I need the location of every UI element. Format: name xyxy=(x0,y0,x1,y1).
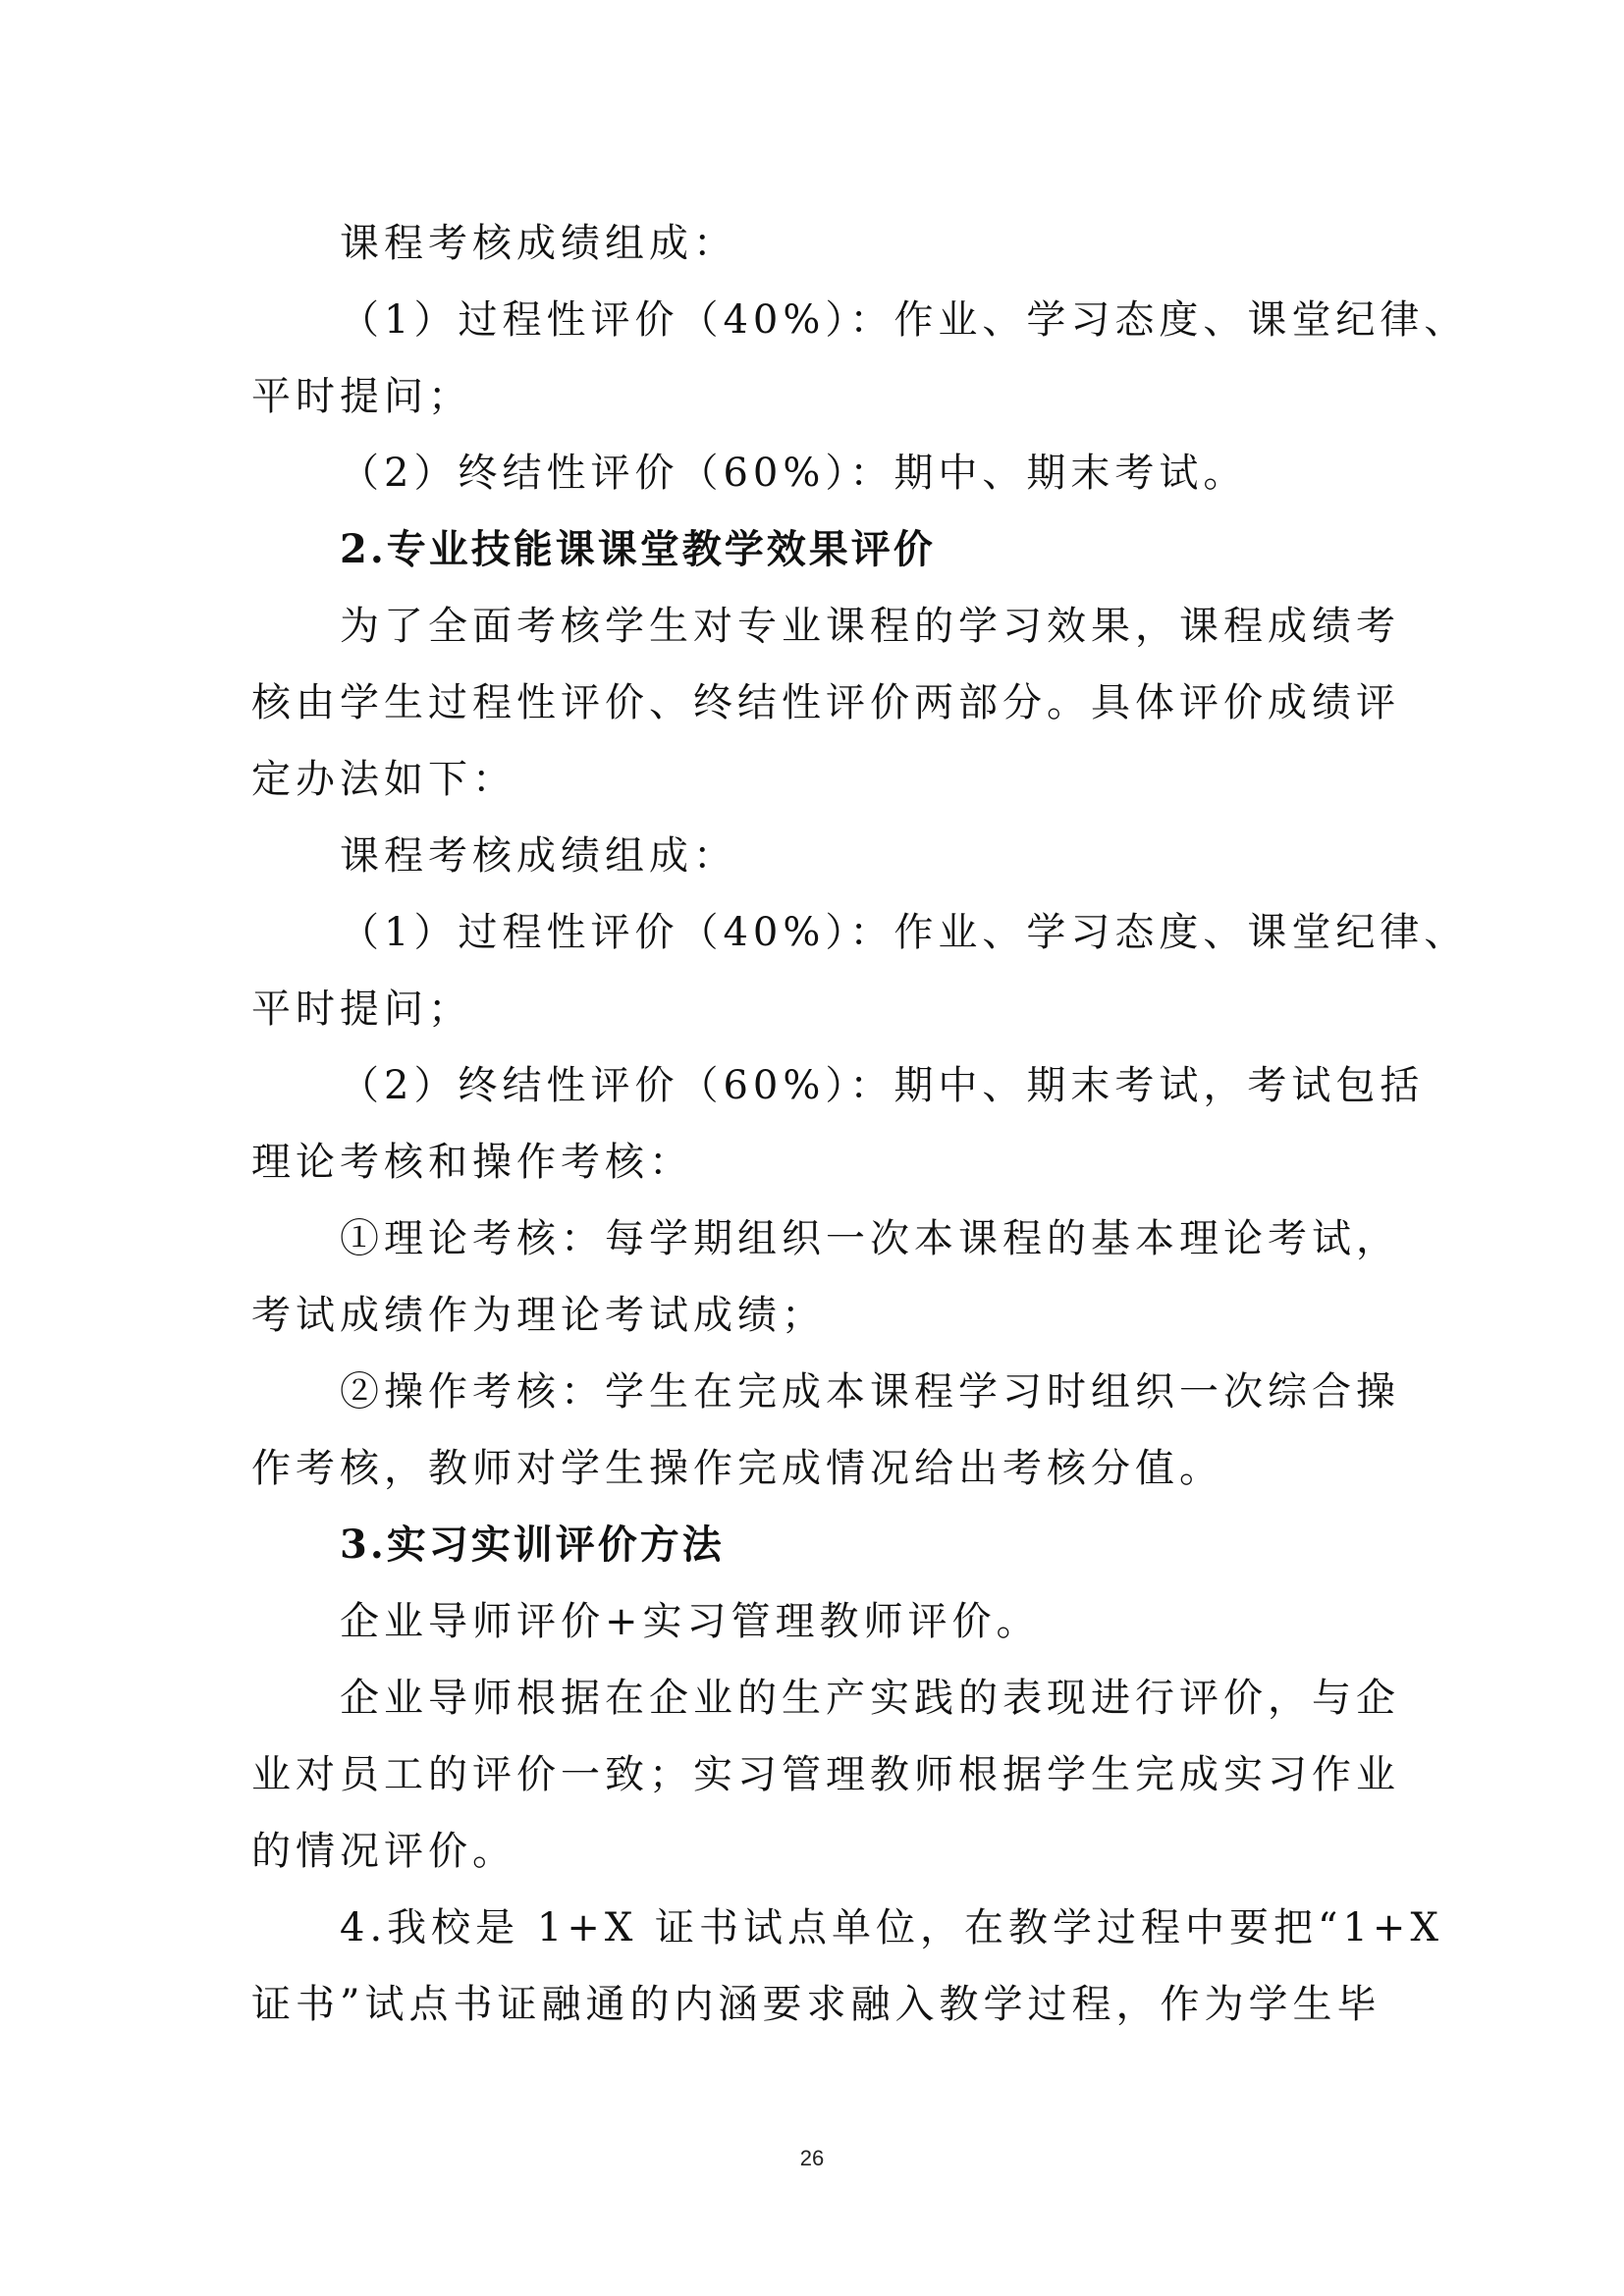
text-line: 的情况评价。 xyxy=(251,1829,516,1874)
section-heading: 2.专业技能课课堂教学效果评价 xyxy=(340,526,936,572)
text-line: （1）过程性评价（40%）：作业、学习态度、课堂纪律、 xyxy=(340,910,1469,955)
text-line: 企业导师评价+实习管理教师评价。 xyxy=(340,1599,1041,1644)
text-line: 理论考核和操作考核： xyxy=(251,1140,693,1185)
text-line: ②操作考核：学生在完成本课程学习时组织一次综合操 xyxy=(340,1369,1400,1415)
text-line: 作考核，教师对学生操作完成情况给出考核分值。 xyxy=(251,1446,1223,1491)
text-line: 证书”试点书证融通的内涵要求融入教学过程，作为学生毕 xyxy=(251,1982,1381,2027)
text-line: 定办法如下： xyxy=(251,757,516,802)
page-number: 26 xyxy=(799,2146,825,2170)
text-line: 考试成绩作为理论考试成绩； xyxy=(251,1293,826,1338)
section-heading: 3.实习实训评价方法 xyxy=(340,1522,725,1568)
text-line: （2）终结性评价（60%）：期中、期末考试，考试包括 xyxy=(340,1063,1425,1108)
text-line: 课程考核成绩组成： xyxy=(340,833,737,879)
text-line: 平时提问； xyxy=(251,374,472,419)
text-line: 业对员工的评价一致；实习管理教师根据学生完成实习作业 xyxy=(251,1752,1400,1797)
text-line: 核由学生过程性评价、终结性评价两部分。具体评价成绩评 xyxy=(251,680,1400,725)
text-line: （2）终结性评价（60%）：期中、期末考试。 xyxy=(340,451,1248,496)
text-line: 为了全面考核学生对专业课程的学习效果，课程成绩考 xyxy=(340,604,1400,649)
text-line: 企业导师根据在企业的生产实践的表现进行评价，与企 xyxy=(340,1676,1400,1721)
text-line: 平时提问； xyxy=(251,987,472,1032)
text-line: 4.我校是 1+X 证书试点单位，在教学过程中要把“1+X xyxy=(340,1905,1443,1950)
text-line: 课程考核成绩组成： xyxy=(340,221,737,266)
text-line: ①理论考核：每学期组织一次本课程的基本理论考试， xyxy=(340,1216,1400,1261)
text-line: （1）过程性评价（40%）：作业、学习态度、课堂纪律、 xyxy=(340,297,1469,343)
